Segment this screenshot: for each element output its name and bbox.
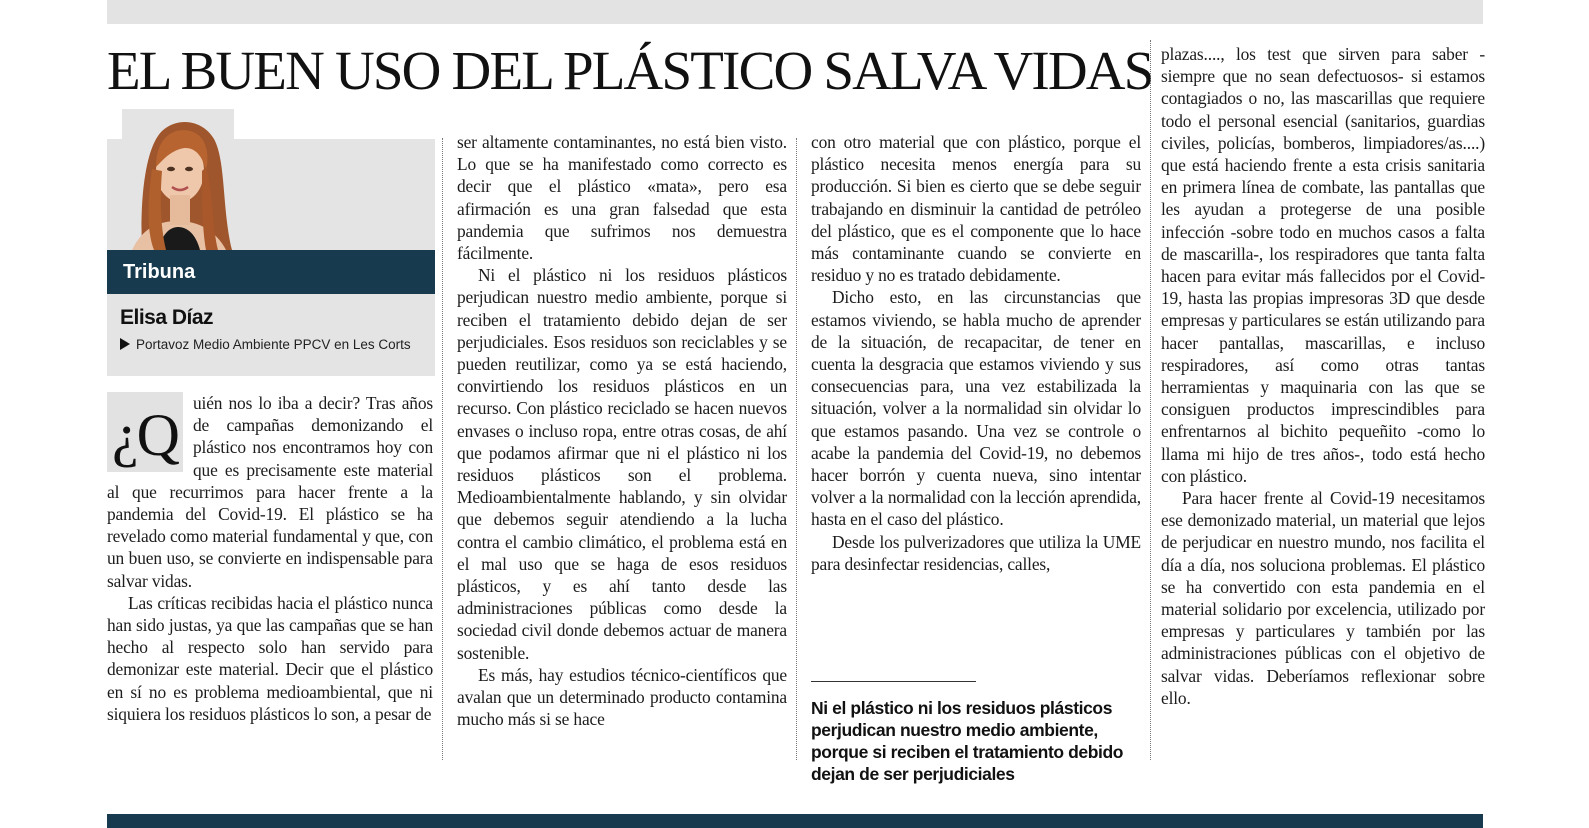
article-column-4 — [1161, 43, 1485, 709]
author-name: Elisa Díaz — [120, 306, 214, 329]
paragraph: Para hacer frente al Covid-19 necesitamos ese demonizado material, un material que lejos de perjudicar en nuestro mundo, nos facilita el día a día, nos soluciona problemas. El plástico se ha convertido con esta pandemia en el material solidario por excelencia, utilizado por empresas y particulares y también por las administraciones públicas con el objetivo de salvar vidas. Deberíamos reflexionar sobre ello. — [1161, 488, 1485, 708]
pull-quote-rule — [811, 681, 976, 682]
author-role: Portavoz Medio Ambiente PPCV en Les Corts — [136, 337, 411, 352]
dropcap: ¿Q — [107, 392, 183, 472]
column-separator — [1150, 40, 1151, 760]
column-separator — [442, 138, 443, 760]
top-page-bar — [107, 0, 1483, 24]
author-role-line — [120, 337, 411, 352]
paragraph: uién nos lo iba a decir? Tras años de campañas demonizando el plástico nos encontramos hoy con que es precisamente este material al que recurrimos para hacer frente a la pandemia del Covid-19. El plástico se ha revelado como material fundamental y que, con un buen uso, se convierte en indispensable para salvar vidas. — [107, 393, 433, 591]
paragraph: Ni el plástico ni los residuos plásticos perjudican nuestro medio ambiente, porque si reciben el tratamiento debido dejan de ser perjudiciales. Esos residuos son reciclables y se pueden reutilizar, como ya se está haciendo, convirtiendo los residuos plásticos en un recurso. Con plástico reciclado se hacen nuevos envases o incluso ropa, entre otras cosas, de ahí que podamos afirmar que ni el plástico ni los residuos plásticos son el problema. Medioambientalmente hablando, y sin olvidar que debemos seguir atendiendo a la lucha contra el cambio climático, el problema está en el mal uso que se haga de esos residuos plásticos, y es ahí tanto desde las administraciones públicas como desde la sociedad civil donde debemos actuar de manera sostenible. — [457, 265, 787, 663]
paragraph: con otro material que con plástico, porque el plástico necesita menos energía para su producción. Si bien es cierto que se debe seguir trabajando en disminuir la cantidad de petróleo del plástico, que es el componente que lo hace más contaminante cuando se convierte en residuo y no es tratado debidamente. — [811, 132, 1141, 286]
paragraph: Desde los pulverizadores que utiliza la UME para desinfectar residencias, calles, — [811, 531, 1141, 574]
section-label: Tribuna — [107, 250, 435, 294]
bottom-page-bar — [107, 814, 1483, 828]
author-photo-illustration — [122, 109, 234, 250]
pull-quote: Ni el plástico ni los residuos plásticos perjudican nuestro medio ambiente, porque si reciben el tratamiento debido dejan de ser perjudiciales — [811, 698, 1124, 784]
triangle-bullet-icon — [120, 338, 130, 350]
article-column-2 — [457, 131, 787, 730]
article-column-3 — [811, 131, 1141, 575]
paragraph: Es más, hay estudios técnico-científicos que avalan que un determinado producto contamina mucho más si se hace — [457, 664, 787, 730]
author-photo — [122, 109, 234, 250]
column-separator — [796, 138, 797, 760]
paragraph: ser altamente contaminantes, no está bien visto. Lo que se ha manifestado como correcto es decir que el plástico «mata», pero esa afirmación es una gran falsedad que esta pandemia que sufrimos nos demuestra fácilmente. — [457, 132, 787, 264]
article-column-1 — [107, 392, 433, 725]
headline: EL BUEN USO DEL PLÁSTICO SALVA VIDAS — [107, 40, 1153, 101]
paragraph: plazas...., los test que sirven para saber -siempre que no sean defectuosos- si estamos contagiados o no, las mascarillas que requiere todo el personal esencial (sanitarios, guardias civiles, policías, bomberos, limpiadores/as....) que está haciendo frente a esta crisis sanitaria en primera línea de combate, las pantallas que les ayudan a protegerse de una posible infección -sobre todo en muchos casos a falta de mascarilla-, los respiradores que tanta falta hacen para evitar más fallecidos por el Covid-19, hasta las propias impresoras 3D que desde empresas y particulares se están utilizando para hacer pantallas, mascarillas, e incluso respiradores, así como otras tantas herramientas y maquinaria con las que se consiguen productos imprescindibles para enfrentarnos al bichito pequeñito -como lo llama mi hijo de tres años-, todo está hecho con plástico. — [1161, 44, 1485, 486]
paragraph: Dicho esto, en las circunstancias que estamos viviendo, se habla mucho de aprender de la situación, de recapacitar, de tener en cuenta la desgracia que estamos viviendo y sus consecuencias para, una vez estabilizada la situación, volver a la normalidad sin olvidar lo que estamos pasando. Una vez se controle o acabe la pandemia del Covid-19, no debemos hacer borrón y cuenta nueva, sino intentar volver a la normalidad con la lección aprendida, hasta en el caso del plástico. — [811, 287, 1141, 530]
paragraph: Las críticas recibidas hacia el plástico nunca han sido justas, ya que las campañas que se han hecho al respecto solo han servido para demonizar este material. Decir que el plástico en sí no es problema medioambiental, que ni siquiera los residuos plásticos lo son, a pesar de — [107, 592, 433, 724]
